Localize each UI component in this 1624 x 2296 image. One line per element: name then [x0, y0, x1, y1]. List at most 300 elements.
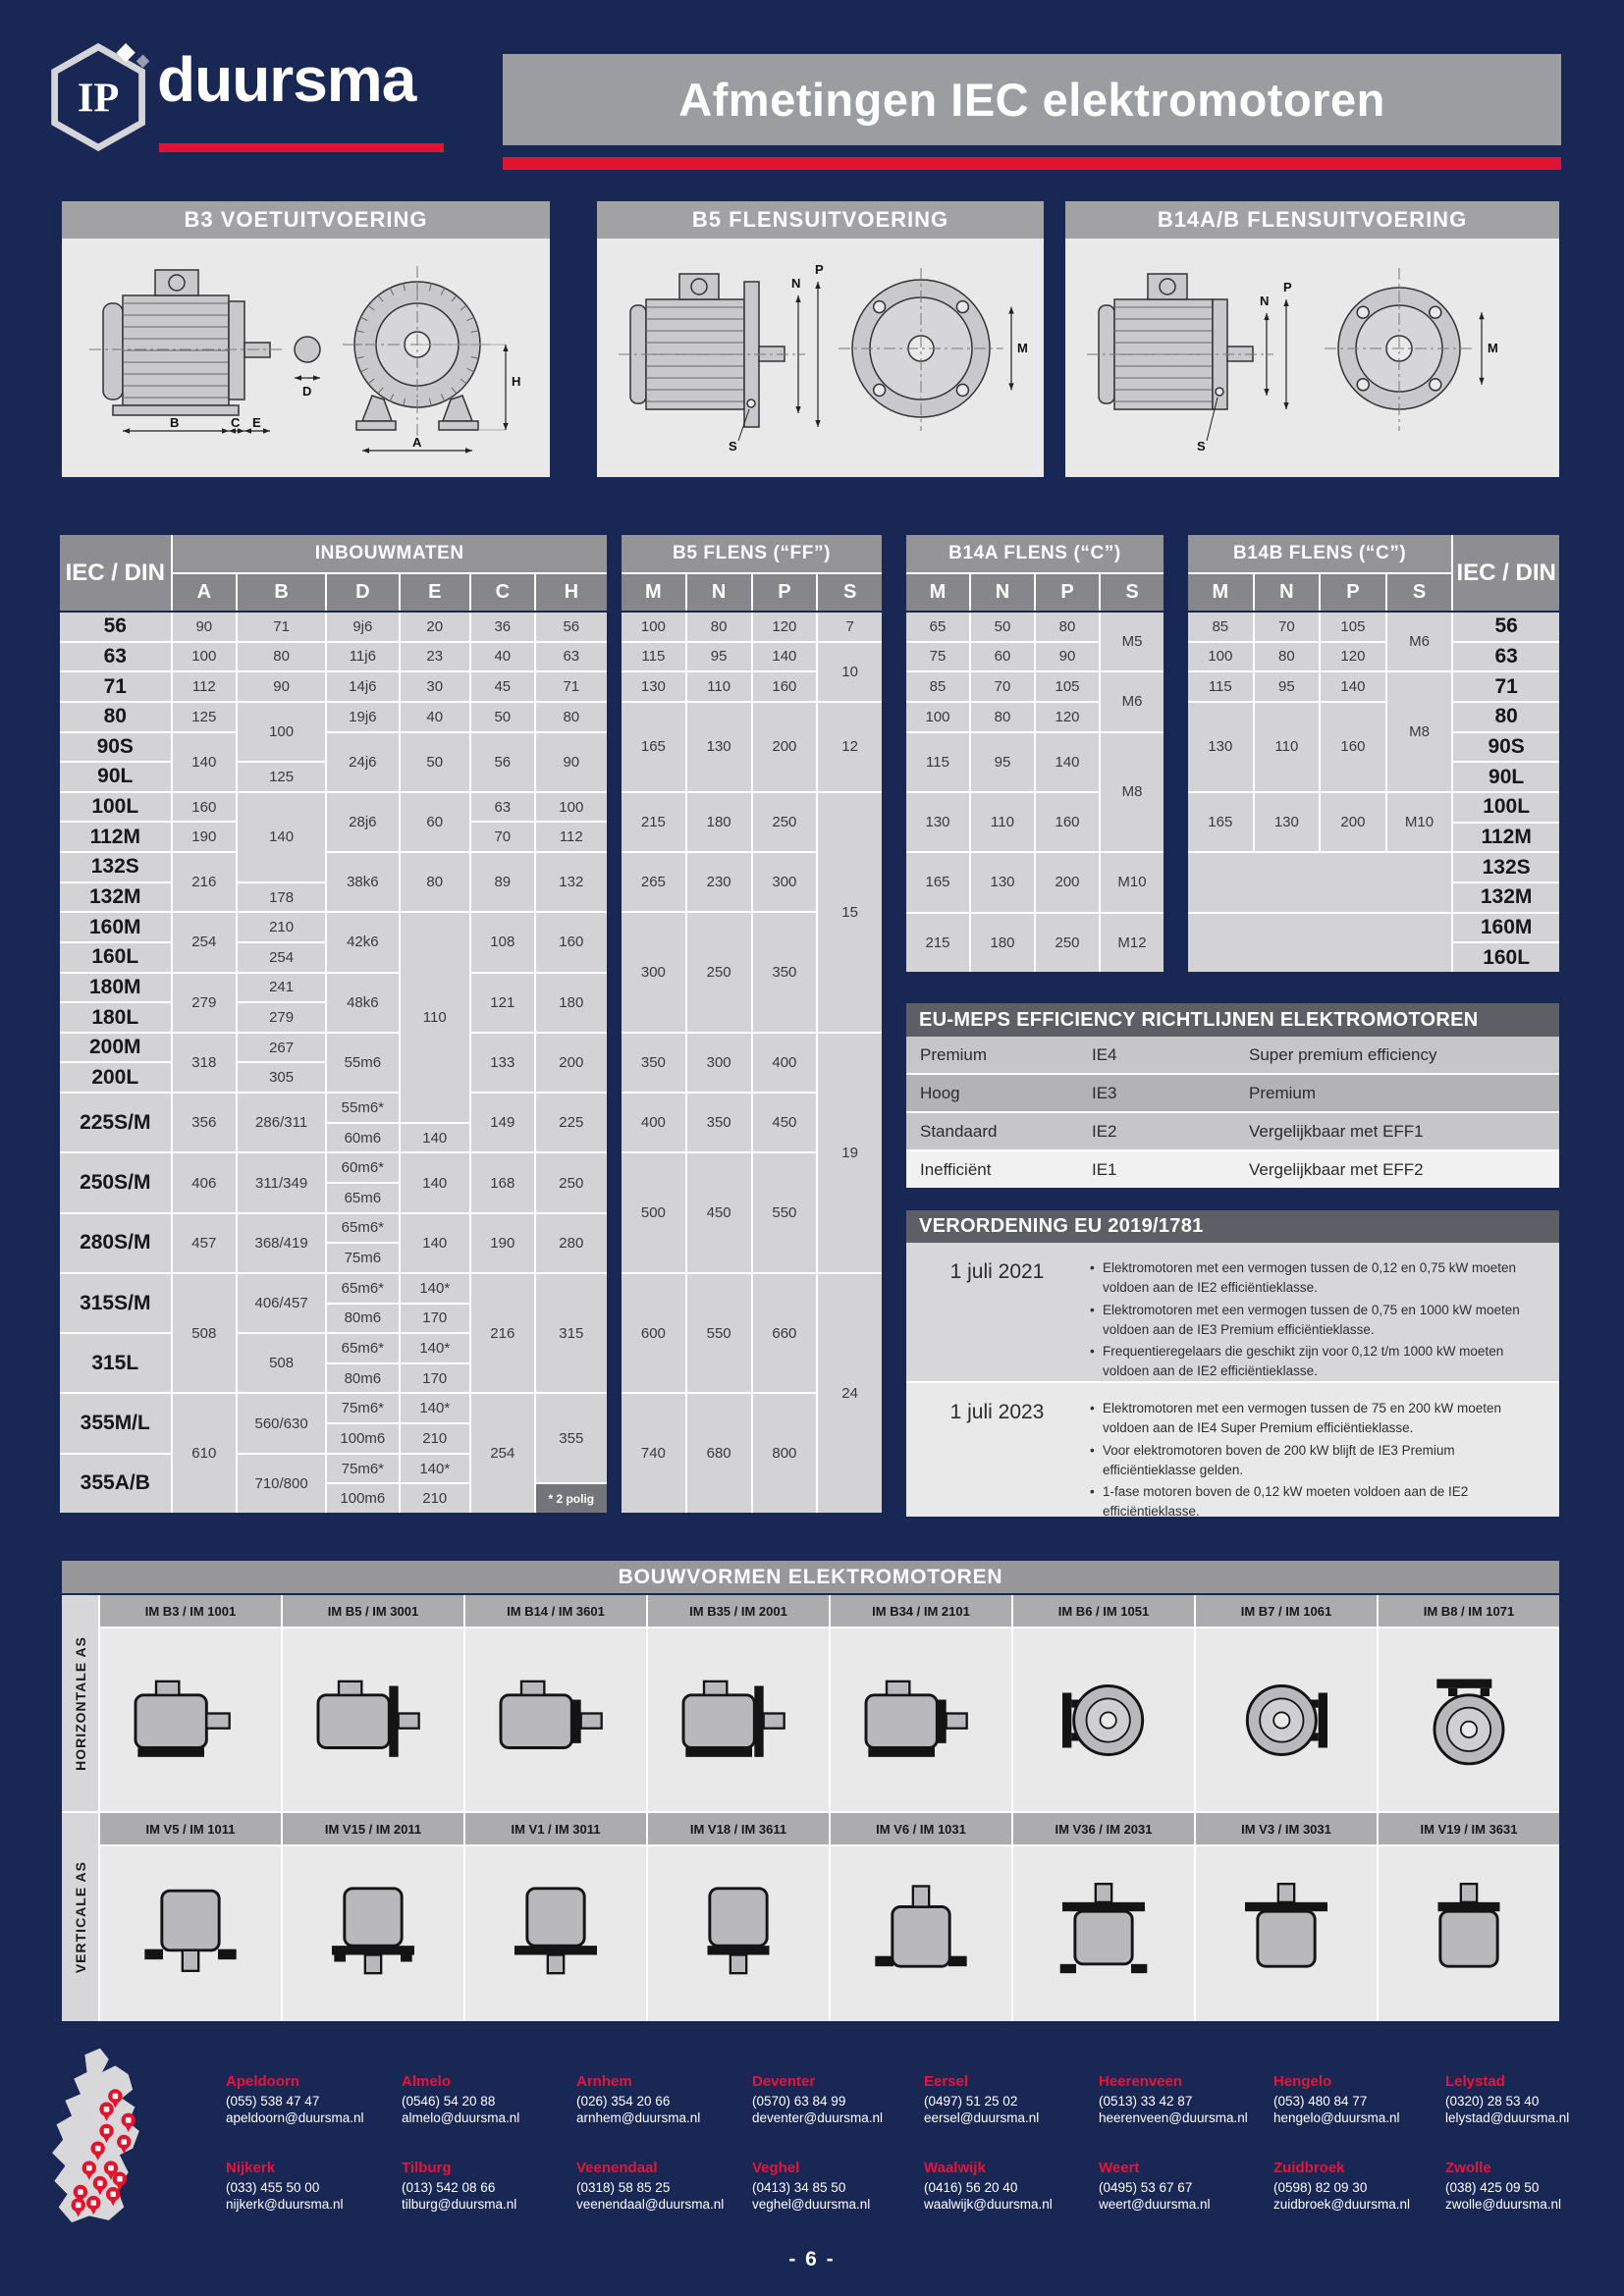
- dim-value: 140: [173, 733, 237, 791]
- dim-value: 50: [401, 733, 469, 791]
- dim-value: 110: [1255, 703, 1320, 791]
- motor-v6-icon: [831, 1846, 1011, 2021]
- motor-v18-icon: [648, 1846, 829, 2021]
- dim-value: 100: [622, 613, 685, 641]
- efficiency-row: [906, 1075, 1559, 1111]
- column-letter: M: [1188, 574, 1253, 611]
- dim-value: 140*: [401, 1334, 469, 1362]
- dim-value: 130: [1255, 793, 1320, 851]
- dim-value: 70: [971, 672, 1034, 701]
- contact-email: hengelo@duursma.nl: [1273, 2110, 1400, 2125]
- contact-email: veenendaal@duursma.nl: [576, 2197, 725, 2212]
- motor-v3-icon: [1196, 1846, 1377, 2021]
- dim-value: 660: [753, 1274, 817, 1393]
- mounting-label: IM B8 / IM 1071: [1379, 1595, 1559, 1627]
- row-label: 90S: [1453, 733, 1559, 762]
- dim-value: 500: [622, 1153, 685, 1272]
- dim-value: 15: [818, 793, 882, 1032]
- dim-value: 216: [471, 1274, 534, 1393]
- dim-value: 71: [536, 672, 607, 701]
- contact-city: Zuidbroek: [1273, 2160, 1345, 2176]
- dim-value: 130: [687, 703, 751, 791]
- row-label: 225S/M: [60, 1094, 171, 1151]
- dim-label: S: [729, 439, 737, 454]
- dim-value: 28j6: [327, 793, 398, 851]
- panel-b5: [597, 201, 1044, 477]
- technical-drawing: [62, 239, 550, 477]
- mounting-label: IM V15 / IM 2011: [283, 1813, 463, 1844]
- column-letter: E: [401, 574, 469, 611]
- dim-value: 89: [471, 853, 534, 911]
- row-label: 132M: [60, 883, 171, 912]
- row-label: 63: [1453, 643, 1559, 671]
- panel-b14: [1065, 201, 1559, 477]
- contact-email: zwolle@duursma.nl: [1445, 2197, 1561, 2212]
- contact-card: [226, 2073, 395, 2125]
- contact-card: [226, 2160, 395, 2212]
- row-label: 56: [1453, 613, 1559, 641]
- regulation-entry: [906, 1383, 1559, 1520]
- dim-value: 48k6: [327, 974, 398, 1032]
- bouwvormen-section: [62, 1561, 1559, 2021]
- mounting-label: IM B5 / IM 3001: [283, 1595, 463, 1627]
- dim-value: 110: [687, 672, 751, 701]
- dim-value: 65m6*: [327, 1274, 398, 1303]
- contact-phone: (0497) 51 25 02: [924, 2094, 1018, 2109]
- dim-value: 100: [238, 703, 325, 761]
- mounting-label: IM B3 / IM 1001: [100, 1595, 281, 1627]
- contact-city: Eersel: [924, 2073, 969, 2090]
- group-header: B14A FLENS (“C”): [906, 535, 1164, 572]
- regulation-date: 1 juli 2021: [949, 1260, 1045, 1283]
- eu-meps-rows: [906, 1037, 1559, 1188]
- dim-value: 9j6: [327, 613, 398, 641]
- dim-value: 120: [753, 613, 817, 641]
- dim-value: 230: [687, 853, 751, 911]
- dim-value: 254: [471, 1394, 534, 1513]
- b14a-flens-table: [906, 535, 1164, 972]
- dim-value: 45: [471, 672, 534, 701]
- dim-value: M8: [1101, 733, 1164, 852]
- dim-value: 75m6*: [327, 1455, 398, 1483]
- contact-city: Almelo: [402, 2073, 452, 2090]
- column-letter: N: [687, 574, 751, 611]
- vertical-axis-label: [62, 1813, 98, 2021]
- row-label: 100L: [60, 793, 171, 822]
- row-label: 71: [60, 672, 171, 701]
- dim-value: 125: [173, 703, 237, 731]
- dim-value: 300: [687, 1034, 751, 1092]
- page-number: - 6 -: [788, 2248, 836, 2270]
- dim-value: 305: [238, 1063, 325, 1092]
- dim-value: 170: [401, 1305, 469, 1333]
- row-label: 180M: [60, 974, 171, 1002]
- dim-label: P: [1283, 280, 1292, 294]
- column-letter: B: [238, 574, 325, 611]
- dim-value: 165: [906, 853, 969, 911]
- b14-technical-drawing: [1065, 239, 1559, 477]
- column-letter: N: [971, 574, 1034, 611]
- row-label: 355M/L: [60, 1394, 171, 1452]
- dim-value: 800: [753, 1394, 817, 1513]
- table-note: * 2 polig: [536, 1484, 607, 1513]
- dim-label: M: [1488, 341, 1498, 355]
- contact-email: veghel@duursma.nl: [752, 2197, 871, 2212]
- contact-city: Deventer: [752, 2073, 816, 2090]
- dim-value: 550: [753, 1153, 817, 1272]
- dim-value: 65: [906, 613, 969, 641]
- dim-value: 120: [1321, 643, 1385, 671]
- motor-b6-icon: [1013, 1629, 1194, 1811]
- dim-value: 140: [238, 793, 325, 881]
- dim-value: 133: [471, 1034, 534, 1092]
- panel-b3-title: B3 VOETUITVOERING: [62, 201, 550, 239]
- dim-value: M6: [1387, 613, 1452, 670]
- dim-value: 130: [622, 672, 685, 701]
- dim-value: 254: [173, 913, 237, 971]
- dim-value: 20: [401, 613, 469, 641]
- mounting-label: IM B35 / IM 2001: [648, 1595, 829, 1627]
- dim-value: 80: [687, 613, 751, 641]
- mounting-label: IM V5 / IM 1011: [100, 1813, 281, 1844]
- dim-value: 100: [173, 643, 237, 671]
- dim-label: P: [815, 262, 824, 277]
- dim-value: 40: [471, 643, 534, 671]
- efficiency-desc: Vergelijkbaar met EFF2: [1249, 1159, 1424, 1179]
- dim-value: 14j6: [327, 672, 398, 701]
- group-header: INBOUWMATEN: [173, 535, 607, 572]
- motor-v19-icon: [1379, 1846, 1559, 2021]
- contact-card: [924, 2073, 1093, 2125]
- dim-value: 170: [401, 1364, 469, 1393]
- mounting-label: IM B7 / IM 1061: [1196, 1595, 1377, 1627]
- mounting-label: IM B14 / IM 3601: [465, 1595, 646, 1627]
- contact-email: heerenveen@duursma.nl: [1099, 2110, 1248, 2125]
- contact-card: [1445, 2073, 1614, 2125]
- dim-value: 241: [238, 974, 325, 1002]
- dim-value: 56: [471, 733, 534, 791]
- dim-label: B: [170, 415, 180, 430]
- column-letter: S: [1387, 574, 1452, 611]
- eu-meps-title: EU-MEPS EFFICIENCY RICHTLIJNEN ELEKTROMOTOREN: [906, 1003, 1559, 1037]
- inbouwmaten-table: [60, 535, 607, 1513]
- mounting-label: IM V1 / IM 3011: [465, 1813, 646, 1844]
- dim-value: 406: [173, 1153, 237, 1211]
- dim-value: 75m6: [327, 1244, 398, 1272]
- contact-email: weert@duursma.nl: [1099, 2197, 1211, 2212]
- dim-value: 130: [1188, 703, 1253, 791]
- contact-email: nijkerk@duursma.nl: [226, 2197, 344, 2212]
- dim-value: 23: [401, 643, 469, 671]
- contact-email: deventer@duursma.nl: [752, 2110, 884, 2125]
- dim-value: 400: [753, 1034, 817, 1092]
- dim-value: 80: [536, 703, 607, 731]
- axis-label-text: VERTICALE AS: [72, 1860, 88, 1974]
- contact-phone: (0495) 53 67 67: [1099, 2180, 1193, 2195]
- dim-label: A: [412, 435, 422, 450]
- contact-card: [576, 2073, 745, 2125]
- motor-v36-icon: [1013, 1846, 1194, 2021]
- dim-value: 368/419: [238, 1214, 325, 1272]
- bouwvormen-title: BOUWVORMEN ELEKTROMOTOREN: [62, 1561, 1559, 1593]
- efficiency-row: [906, 1113, 1559, 1149]
- dim-label: M: [1017, 341, 1028, 355]
- regulation-bullet: • 1-fase motoren boven de 0,12 kW moeten voldoen aan de IE2 efficiëntieklasse.: [1088, 1482, 1543, 1522]
- table-header: [60, 535, 607, 611]
- dim-value: 267: [238, 1034, 325, 1062]
- contact-email: apeldoorn@duursma.nl: [226, 2110, 364, 2125]
- dim-value: 140: [1321, 672, 1385, 701]
- row-label: 80: [60, 703, 171, 731]
- verordening-rows: [906, 1243, 1559, 1520]
- dim-value: 115: [1188, 672, 1253, 701]
- contact-card: [752, 2073, 921, 2125]
- dim-value: 140*: [401, 1394, 469, 1422]
- dim-value: 90: [173, 613, 237, 641]
- row-label: 160M: [1453, 914, 1559, 942]
- regulation-bullet: • Voor elektromotoren boven de 200 kW blijft de IE3 Premium efficiëntieklasse gelden.: [1088, 1441, 1543, 1481]
- row-label: 132S: [1453, 853, 1559, 881]
- group-header: B14B FLENS (“C”): [1188, 535, 1451, 572]
- dim-value: 165: [1188, 793, 1253, 851]
- contact-card: [1099, 2073, 1268, 2125]
- dim-value: 560/630: [238, 1394, 325, 1452]
- dim-value: 600: [622, 1274, 685, 1393]
- contact-phone: (053) 480 84 77: [1273, 2094, 1368, 2109]
- contact-phone: (0413) 34 85 50: [752, 2180, 846, 2195]
- dim-value: 160: [1036, 793, 1099, 851]
- efficiency-desc: Premium: [1249, 1083, 1317, 1102]
- mounting-label: IM V36 / IM 2031: [1013, 1813, 1194, 1844]
- row-label: 200M: [60, 1034, 171, 1062]
- contact-card: [1445, 2160, 1614, 2212]
- dim-value: 60m6: [327, 1124, 398, 1152]
- contact-phone: (0546) 54 20 88: [402, 2094, 496, 2109]
- contact-city: Tilburg: [402, 2160, 452, 2176]
- dim-value: 112: [173, 672, 237, 701]
- dim-value: 95: [1255, 672, 1320, 701]
- dim-value: 450: [753, 1094, 817, 1151]
- contact-phone: (033) 455 50 00: [226, 2180, 320, 2195]
- dim-value: 80m6: [327, 1364, 398, 1393]
- contact-card: [752, 2160, 921, 2212]
- dim-value: 120: [1036, 703, 1099, 731]
- contact-city: Nijkerk: [226, 2160, 276, 2176]
- dim-value: M8: [1387, 672, 1452, 791]
- contact-city: Waalwijk: [924, 2160, 986, 2176]
- motor-b35-icon: [648, 1629, 829, 1811]
- column-letter: S: [818, 574, 882, 611]
- dim-value: 160: [1321, 703, 1385, 791]
- brand-underline: [159, 143, 444, 152]
- row-label: 112M: [60, 823, 171, 851]
- table-body: [1188, 613, 1559, 972]
- dim-value: 406/457: [238, 1274, 325, 1332]
- dim-value: 180: [687, 793, 751, 851]
- dim-value: 160: [173, 793, 237, 822]
- motor-v15-icon: [283, 1846, 463, 2021]
- panel-b14-title: B14A/B FLENSUITVOERING: [1065, 201, 1559, 239]
- contact-card: [1273, 2073, 1442, 2125]
- regulation-bullet: • Frequentieregelaars die geschikt zijn voor 0,12 t/m 1000 kW moeten voldoen aan de IE2 efficiëntieklasse.: [1088, 1342, 1543, 1382]
- contact-city: Veenendaal: [576, 2160, 658, 2176]
- dim-value: 250: [536, 1153, 607, 1211]
- dim-value: 279: [238, 1003, 325, 1032]
- dim-value: 250: [753, 793, 817, 851]
- page-title-box: [503, 54, 1561, 145]
- dim-value: 60m6*: [327, 1153, 398, 1182]
- dim-value: 80: [1036, 613, 1099, 641]
- contact-card: [402, 2160, 570, 2212]
- column-letter: S: [1101, 574, 1164, 611]
- dim-value: 280: [536, 1214, 607, 1272]
- motor-v5-icon: [100, 1846, 281, 2021]
- dim-value: 140: [1036, 733, 1099, 791]
- contact-card: [1099, 2160, 1268, 2212]
- dim-value: 300: [622, 913, 685, 1032]
- dim-value: 216: [173, 853, 237, 911]
- contact-city: Hengelo: [1273, 2073, 1332, 2090]
- efficiency-label: Inefficiënt: [920, 1159, 992, 1179]
- page-title: Afmetingen IEC elektromotoren: [678, 74, 1385, 126]
- row-label: 280S/M: [60, 1214, 171, 1272]
- dim-value: 265: [622, 853, 685, 911]
- dim-value: 80: [401, 853, 469, 911]
- dim-value: 400: [622, 1094, 685, 1151]
- column-letter: H: [536, 574, 607, 611]
- dim-value: 121: [471, 974, 534, 1032]
- row-label: 160L: [1453, 943, 1559, 972]
- dim-value: 350: [687, 1094, 751, 1151]
- dim-value: M12: [1101, 914, 1164, 972]
- contact-city: Lelystad: [1445, 2073, 1505, 2090]
- motor-b14-icon: [465, 1629, 646, 1811]
- dim-value: 168: [471, 1153, 534, 1211]
- iec-din-header: IEC / DIN: [1453, 535, 1559, 611]
- contact-card: [924, 2160, 1093, 2212]
- contact-email: arnhem@duursma.nl: [576, 2110, 701, 2125]
- efficiency-code: IE4: [1092, 1044, 1117, 1064]
- contact-phone: (0598) 82 09 30: [1273, 2180, 1368, 2195]
- column-letter: N: [1255, 574, 1320, 611]
- dim-value: 108: [471, 913, 534, 971]
- dim-value: 110: [401, 913, 469, 1121]
- table-body: [60, 613, 607, 1513]
- dim-value: 90: [1036, 643, 1099, 671]
- row-label: 63: [60, 643, 171, 671]
- dim-value: 80: [1255, 643, 1320, 671]
- contact-phone: (0570) 63 84 99: [752, 2094, 846, 2109]
- dim-value: 95: [687, 643, 751, 671]
- dim-value: 140: [753, 643, 817, 671]
- dim-value: 140: [401, 1124, 469, 1152]
- dim-value: 180: [536, 974, 607, 1032]
- dim-value: 24: [818, 1274, 882, 1513]
- verordening-title: VERORDENING EU 2019/1781: [906, 1210, 1559, 1243]
- dim-label: D: [302, 384, 312, 399]
- b5-flens-table: [622, 535, 882, 1513]
- efficiency-code: IE2: [1092, 1121, 1117, 1141]
- dim-value: 279: [173, 974, 237, 1032]
- dim-value: 210: [401, 1424, 469, 1453]
- contact-email: tilburg@duursma.nl: [402, 2197, 517, 2212]
- dim-value: 36: [471, 613, 534, 641]
- dim-value: 50: [971, 613, 1034, 641]
- dim-label: E: [252, 415, 261, 430]
- dim-value: 225: [536, 1094, 607, 1151]
- dim-value: 200: [536, 1034, 607, 1092]
- efficiency-row: [906, 1151, 1559, 1188]
- dim-value: 71: [238, 613, 325, 641]
- dim-value: 215: [906, 914, 969, 972]
- dim-value: 130: [971, 853, 1034, 911]
- contact-card: [1273, 2160, 1442, 2212]
- dim-value: 24j6: [327, 733, 398, 791]
- dim-value: 60: [401, 793, 469, 851]
- motor-b3-icon: [100, 1629, 281, 1811]
- row-label: 90L: [1453, 763, 1559, 791]
- dim-value: 610: [173, 1394, 237, 1513]
- row-label: 180L: [60, 1003, 171, 1032]
- contact-card: [576, 2160, 745, 2212]
- contact-email: lelystad@duursma.nl: [1445, 2110, 1570, 2125]
- dim-value: 70: [1255, 613, 1320, 641]
- dim-value: 115: [906, 733, 969, 791]
- dim-value: 95: [971, 733, 1034, 791]
- regulation-bullet: • Elektromotoren met een vermogen tussen de 0,12 en 0,75 kW moeten voldoen aan de IE2 efficiëntieklasse.: [1088, 1258, 1543, 1299]
- dim-value: 12: [818, 703, 882, 791]
- row-label: 71: [1453, 672, 1559, 701]
- dim-value: 355: [536, 1394, 607, 1482]
- dim-label: C: [231, 415, 241, 430]
- regulation-bullets: [1088, 1383, 1559, 1524]
- dim-value: 90: [238, 672, 325, 701]
- dim-label: H: [512, 374, 521, 389]
- contact-phone: (0513) 33 42 87: [1099, 2094, 1193, 2109]
- dim-value: 63: [471, 793, 534, 822]
- dim-value: 350: [753, 913, 817, 1032]
- dim-value: 508: [173, 1274, 237, 1393]
- contact-email: waalwijk@duursma.nl: [924, 2197, 1053, 2212]
- column-letter: A: [173, 574, 237, 611]
- efficiency-row: [906, 1037, 1559, 1073]
- dim-label: N: [791, 276, 801, 291]
- row-label: 90S: [60, 733, 171, 762]
- mounting-label: IM B6 / IM 1051: [1013, 1595, 1194, 1627]
- dim-value: 180: [971, 914, 1034, 972]
- row-label: 315S/M: [60, 1274, 171, 1332]
- dim-value: 160: [753, 672, 817, 701]
- dim-value: 85: [1188, 613, 1253, 641]
- logo-monogram: IP: [77, 75, 120, 122]
- column-letter: M: [622, 574, 685, 611]
- row-label: 132M: [1453, 883, 1559, 912]
- dim-value: 311/349: [238, 1153, 325, 1211]
- dim-value: 105: [1036, 672, 1099, 701]
- column-letter: P: [753, 574, 817, 611]
- dim-value: 38k6: [327, 853, 398, 911]
- column-letter: M: [906, 574, 969, 611]
- dim-value: 11j6: [327, 643, 398, 671]
- dim-value: 100m6: [327, 1424, 398, 1453]
- dim-value: 356: [173, 1094, 237, 1151]
- table-body: [906, 613, 1164, 972]
- netherlands-map: [41, 2044, 161, 2245]
- dim-value: 112: [536, 823, 607, 851]
- contact-city: Veghel: [752, 2160, 800, 2176]
- efficiency-label: Hoog: [920, 1083, 960, 1102]
- dim-value: 315: [536, 1274, 607, 1393]
